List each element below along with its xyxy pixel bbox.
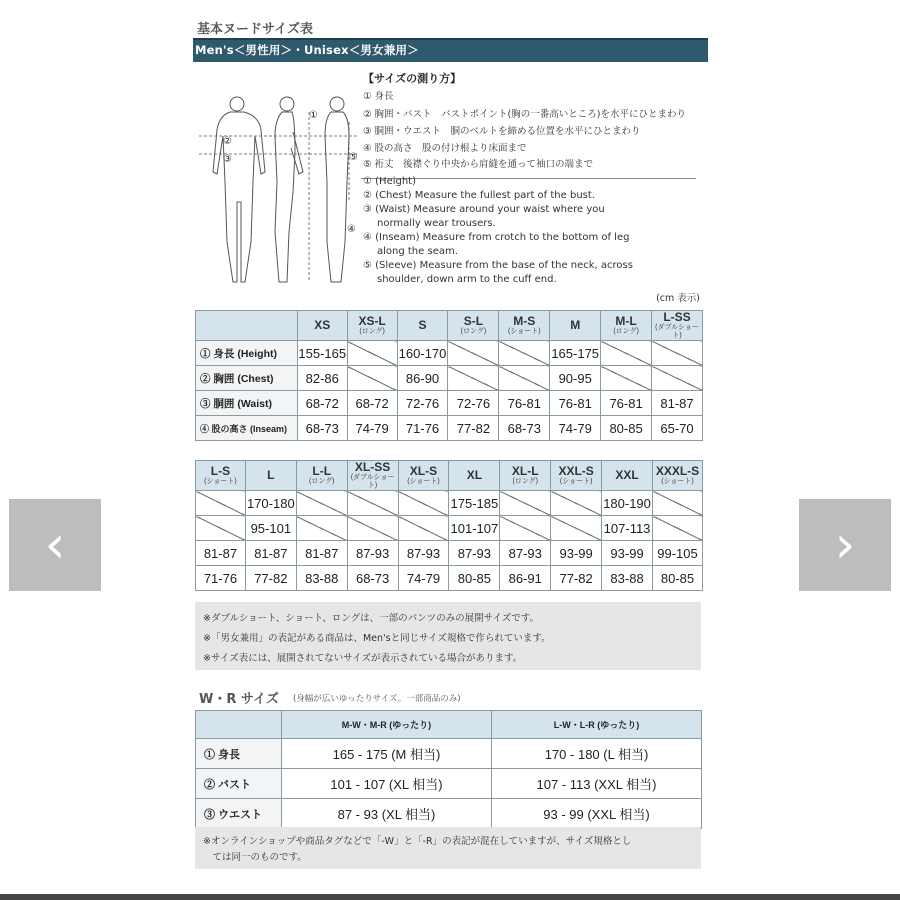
table-cell-empty	[448, 341, 499, 366]
bottom-bar	[0, 894, 900, 900]
table-cell: 87 - 93 (XL 相当)	[282, 799, 492, 829]
wr-section-title: W・R サイズ	[199, 692, 279, 707]
table-cell: 165 - 175 (M 相当)	[282, 739, 492, 769]
howto-en-line: ③ (Waist) Measure around your waist where you	[363, 204, 605, 215]
table-cell: 155-165	[297, 341, 347, 366]
table-cell-empty	[500, 491, 551, 516]
size-header: M-L (ロング)	[601, 311, 652, 341]
table-cell: 83-88	[296, 566, 347, 591]
next-image-button[interactable]	[799, 499, 891, 591]
table-cell: 170 - 180 (L 相当)	[492, 739, 702, 769]
table-cell-empty	[347, 491, 398, 516]
howto-title: 【サイズの測り方】	[363, 72, 462, 85]
table-cell-empty	[196, 491, 246, 516]
category-header-bar	[193, 38, 708, 62]
table-row-inseam	[196, 416, 703, 441]
table-cell: 90-95	[550, 366, 601, 391]
size-header: XL	[449, 461, 500, 491]
figure-mark-inseam: ④	[347, 224, 356, 235]
table-cell-empty	[601, 341, 652, 366]
unit-note: (cm 表示)	[656, 293, 700, 304]
table-header-row	[196, 711, 702, 739]
figure-mark-sleeve: ⑤	[349, 152, 358, 163]
table-cell-empty	[652, 366, 703, 391]
size-header: XXXL-S (ショート)	[653, 461, 703, 491]
note-line: ※ダブルショート、ショート、ロングは、一部のパンツのみの展開サイズです。	[203, 613, 540, 624]
size-header: XL-S (ショート)	[398, 461, 449, 491]
table-row	[196, 739, 702, 769]
table-cell: 82-86	[297, 366, 347, 391]
row-label: ③ ウエスト	[196, 799, 282, 829]
size-table-1	[195, 310, 703, 441]
table-cell: 71-76	[397, 416, 448, 441]
table-cell: 80-85	[601, 416, 652, 441]
howto-en-line: normally wear trousers.	[377, 218, 496, 229]
figure-mark-height: ①	[309, 110, 318, 121]
table-cell-empty	[551, 491, 602, 516]
table-cell: 93 - 99 (XXL 相当)	[492, 799, 702, 829]
table-cell: 99-105	[653, 541, 703, 566]
wr-header: L-W・L-R (ゆったり)	[492, 711, 702, 739]
table-cell: 65-70	[652, 416, 703, 441]
table-cell-empty	[347, 341, 397, 366]
table-row	[196, 769, 702, 799]
size-header: XXL	[602, 461, 653, 491]
table-cell-empty	[398, 491, 449, 516]
table-cell: 101 - 107 (XL 相当)	[282, 769, 492, 799]
table-header-row	[196, 461, 703, 491]
table-cell-empty	[499, 341, 550, 366]
table-cell: 74-79	[550, 416, 601, 441]
table-cell-empty	[499, 366, 550, 391]
row-label: ② 胸囲 (Chest)	[196, 366, 298, 391]
chevron-right-icon: ›	[834, 515, 856, 575]
size-header: XS	[297, 311, 347, 341]
table-cell-empty	[398, 516, 449, 541]
note-line: ※サイズ表には、展開されてないサイズが表示されている場合があります。	[203, 653, 523, 664]
wr-section-subtitle: (身幅が広いゆったりサイズ。一部商品のみ)	[293, 694, 461, 704]
table-cell: 180-190	[602, 491, 653, 516]
table-cell-empty	[296, 516, 347, 541]
howto-jp-line: ⑤ 裄丈 後襟ぐり中央から肩縫を通って袖口の端まで	[363, 159, 594, 170]
table-cell: 68-72	[297, 391, 347, 416]
table-cell-empty	[296, 491, 347, 516]
table-row-height	[196, 491, 703, 516]
table-header-row	[196, 311, 703, 341]
table-cell-empty	[653, 491, 703, 516]
figure-mark-waist: ③	[223, 154, 232, 165]
table-row-inseam	[196, 566, 703, 591]
row-label: ② バスト	[196, 769, 282, 799]
howto-en-line: shoulder, down arm to the cuff end.	[377, 274, 557, 285]
howto-en-line: ⑤ (Sleeve) Measure from the base of the neck, across	[363, 260, 633, 271]
size-header: M-S (ショート)	[499, 311, 550, 341]
size-header: S	[397, 311, 448, 341]
table-cell: 87-93	[347, 541, 398, 566]
note-line: ※オンラインショップや商品タグなどで「-W」と「-R」の表記が混在していますが、サイズ規格とし	[203, 836, 632, 847]
table-row-height	[196, 341, 703, 366]
howto-en-line: along the seam.	[377, 246, 458, 257]
row-label: ① 身長 (Height)	[196, 341, 298, 366]
howto-en-line: ④ (Inseam) Measure from crotch to the bottom of leg	[363, 232, 630, 243]
size-chart-document	[193, 12, 708, 888]
document-title: 基本ヌードサイズ表	[197, 22, 313, 37]
table-cell: 76-81	[601, 391, 652, 416]
table-cell-empty	[653, 516, 703, 541]
table-row-waist	[196, 541, 703, 566]
table-cell: 68-72	[347, 391, 397, 416]
table-cell: 81-87	[296, 541, 347, 566]
table-cell: 77-82	[448, 416, 499, 441]
table-cell-empty	[652, 341, 703, 366]
category-header-text: Men's＜男性用＞・Unisex＜男女兼用＞	[195, 43, 419, 57]
table-cell: 72-76	[397, 391, 448, 416]
table-cell: 80-85	[653, 566, 703, 591]
table-cell: 86-90	[397, 366, 448, 391]
note-line: ※「男女兼用」の表記がある商品は、Men'sと同じサイズ規格で作られています。	[203, 633, 551, 644]
size-header: XL-SS (ダブルショート)	[347, 461, 398, 491]
table-cell: 81-87	[196, 541, 246, 566]
table-cell: 86-91	[500, 566, 551, 591]
row-label: ④ 股の高さ (Inseam)	[196, 416, 298, 441]
table-cell: 175-185	[449, 491, 500, 516]
wr-header: M-W・M-R (ゆったり)	[282, 711, 492, 739]
size-header: XS-L (ロング)	[347, 311, 397, 341]
table-cell: 72-76	[448, 391, 499, 416]
table-cell: 107 - 113 (XXL 相当)	[492, 769, 702, 799]
note-line: ては同一のものです。	[203, 852, 307, 863]
howto-jp-line: ① 身長	[363, 91, 394, 102]
previous-image-button[interactable]	[9, 499, 101, 591]
size-header: S-L (ロング)	[448, 311, 499, 341]
table-cell: 93-99	[551, 541, 602, 566]
table-cell: 107-113	[602, 516, 653, 541]
table-cell: 87-93	[449, 541, 500, 566]
table-row-chest	[196, 516, 703, 541]
table-cell: 71-76	[196, 566, 246, 591]
table-cell: 74-79	[347, 416, 397, 441]
body-measurement-figure	[199, 92, 359, 292]
row-label: ① 身長	[196, 739, 282, 769]
size-header: L	[245, 461, 296, 491]
wr-notes	[195, 827, 701, 869]
table-cell: 68-73	[297, 416, 347, 441]
howto-en-line: ① (Height)	[363, 176, 417, 187]
table-cell: 74-79	[398, 566, 449, 591]
table-cell: 68-73	[347, 566, 398, 591]
size-header: L-S (ショート)	[196, 461, 246, 491]
table-cell: 77-82	[551, 566, 602, 591]
table-cell: 83-88	[602, 566, 653, 591]
table-row-waist	[196, 391, 703, 416]
row-label: ③ 胴囲 (Waist)	[196, 391, 298, 416]
table-corner	[196, 311, 298, 341]
size-table-2	[195, 460, 703, 591]
table-cell: 81-87	[652, 391, 703, 416]
table-cell-empty	[347, 366, 397, 391]
table-cell: 160-170	[397, 341, 448, 366]
table-cell: 87-93	[398, 541, 449, 566]
size-header: L-L (ロング)	[296, 461, 347, 491]
size-header: XL-L (ロング)	[500, 461, 551, 491]
table-cell-empty	[448, 366, 499, 391]
howto-en-line: ② (Chest) Measure the fullest part of the bust.	[363, 190, 595, 201]
table-cell: 95-101	[245, 516, 296, 541]
table-cell-empty	[601, 366, 652, 391]
table-cell-empty	[551, 516, 602, 541]
table-cell: 93-99	[602, 541, 653, 566]
table-cell: 68-73	[499, 416, 550, 441]
table-cell: 76-81	[550, 391, 601, 416]
table-row	[196, 799, 702, 829]
table-cell-empty	[347, 516, 398, 541]
chevron-left-icon: ‹	[44, 515, 66, 575]
table-cell: 101-107	[449, 516, 500, 541]
table-cell: 170-180	[245, 491, 296, 516]
table-row-chest	[196, 366, 703, 391]
size-header: XXL-S (ショート)	[551, 461, 602, 491]
table-cell: 165-175	[550, 341, 601, 366]
table-cell: 87-93	[500, 541, 551, 566]
figure-mark-chest: ②	[223, 136, 232, 147]
wr-size-table	[195, 710, 702, 829]
table-cell: 81-87	[245, 541, 296, 566]
size-notes	[195, 602, 701, 670]
howto-jp-line: ② 胸囲・バスト バストポイント(胸の一番高いところ)を水平にひとまわり	[363, 109, 686, 120]
table-cell-empty	[500, 516, 551, 541]
table-cell: 80-85	[449, 566, 500, 591]
size-header: L-SS (ダブルショート)	[652, 311, 703, 341]
size-header: M	[550, 311, 601, 341]
table-corner	[196, 711, 282, 739]
howto-jp-line: ④ 股の高さ 股の付け根より床面まで	[363, 143, 527, 154]
howto-jp-line: ③ 胴囲・ウエスト 胴のベルトを締める位置を水平にひとまわり	[363, 126, 641, 137]
table-cell: 77-82	[245, 566, 296, 591]
table-cell: 76-81	[499, 391, 550, 416]
table-cell-empty	[196, 516, 246, 541]
